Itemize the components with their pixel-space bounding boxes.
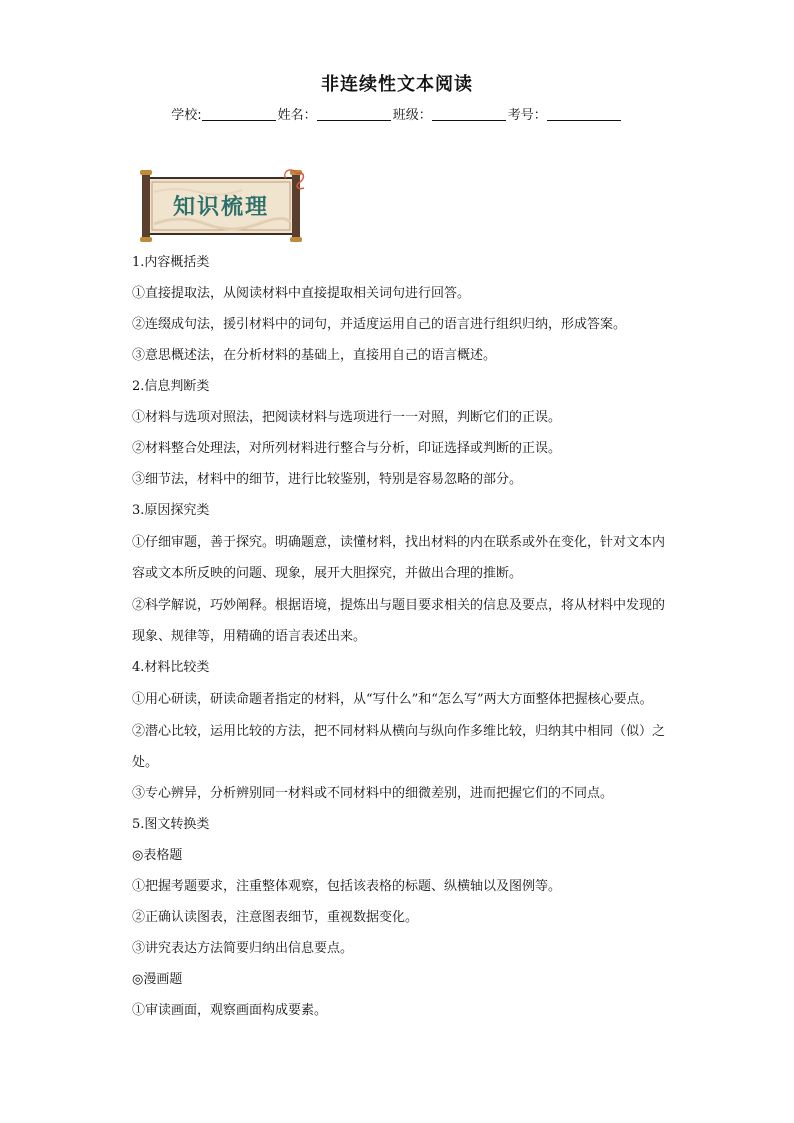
section-item: ①直接提取法，从阅读材料中直接提取相关词句进行回答。 [132,286,471,301]
section-item: ①仔细审题，善于探究。明确题意，读懂材料，找出材料的内在联系或外在变化，针对文本内容或文本所反映的问题、现象，展开大胆探究，并做出合理的推断。 [132,535,666,581]
section-item: ③意思概述法，在分析材料的基础上，直接用自己的语言概述。 [132,348,497,363]
section-item: ①把握考题要求，注重整体观察，包括该表格的标题、纵横轴以及图例等。 [132,879,562,894]
subsection-marker: ◎表格题 [132,848,183,863]
section-item: ③细节法，材料中的细节，进行比较鉴别，特别是容易忽略的部分。 [132,472,523,487]
exam-number-field [508,104,623,123]
school-field [171,104,277,123]
section-item: ②连缀成句法，援引材料中的词句，并适度运用自己的语言进行组织归纳，形成答案。 [132,317,627,332]
exam-number-blank[interactable] [547,108,621,121]
scroll-banner-title: 知识梳理 [172,194,269,220]
section-heading: 3.原因探究类 [132,503,210,518]
class-field [393,104,508,123]
section-item: ②潜心比较，运用比较的方法，把不同材料从横向与纵向作多维比较，归纳其中相同（似）之处。 [132,724,666,770]
section-item: ①用心研读，研读命题者指定的材料，从“写什么”和“怎么写”两大方面整体把握核心要点。 [132,692,653,707]
student-info-line [0,104,794,123]
section-item: ②材料整合处理法，对所列材料进行整合与分析，印证选择或判断的正误。 [132,441,562,456]
knowledge-scroll-banner [140,168,306,244]
section-item: ①材料与选项对照法，把阅读材料与选项进行一一对照，判断它们的正误。 [132,410,562,425]
school-label: 学校: [171,108,202,123]
section-item: ③专心辨异，分析辨别同一材料或不同材料中的细微差别，进而把握它们的不同点。 [132,786,614,801]
section-heading: 2.信息判断类 [132,379,210,394]
section-heading: 1.内容概括类 [132,255,210,270]
section-item: ③讲究表达方法简要归纳出信息要点。 [132,941,354,956]
exam-number-label: 考号： [507,108,547,123]
school-blank[interactable] [202,108,276,121]
section-heading: 4.材料比较类 [132,660,210,675]
name-label: 姓名： [277,108,317,123]
section-item: ①审读画面，观察画面构成要素。 [132,1003,328,1018]
section-heading: 5.图文转换类 [132,817,210,832]
name-field [278,104,393,123]
name-blank[interactable] [317,108,391,121]
class-blank[interactable] [432,108,506,121]
subsection-marker: ◎漫画题 [132,972,183,987]
section-item: ②科学解说，巧妙阐释。根据语境，提炼出与题目要求相关的信息及要点，将从材料中发现的现象、规律等，用精确的语言表述出来。 [132,598,666,644]
page-title: 非连续性文本阅读 [321,74,473,95]
document-body [132,254,672,1020]
class-label: 班级： [392,108,432,123]
section-item: ②正确认读图表，注意图表细节，重视数据变化。 [132,910,419,925]
